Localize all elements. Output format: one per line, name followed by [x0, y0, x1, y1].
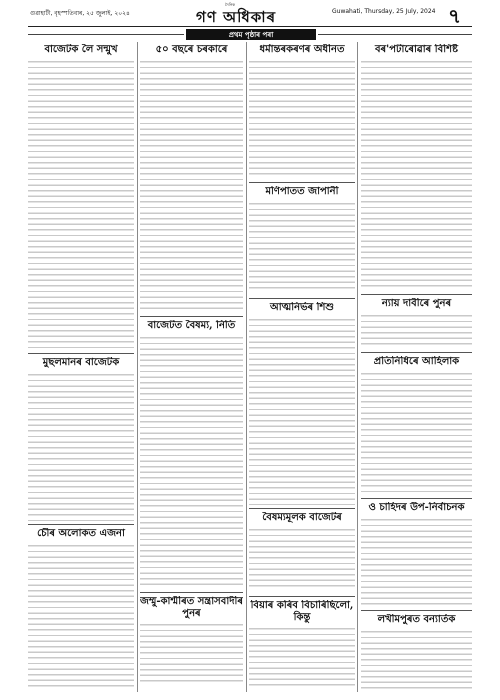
- newspaper-logo: গণ অধিকাৰ: [196, 8, 277, 26]
- column-divider: [246, 42, 247, 692]
- article-divider: [249, 182, 355, 183]
- column-divider: [357, 42, 358, 692]
- article-body: [28, 372, 134, 522]
- section-rule-right: [318, 34, 472, 35]
- article-headline: লখীমপুৰত বন্যাৰ্তক: [377, 614, 456, 625]
- article-divider: [28, 353, 134, 354]
- article-headline: ন্যায় দাবীৰে পুনৰ: [381, 298, 452, 309]
- article-body: [140, 335, 243, 589]
- article: [140, 44, 243, 314]
- section-rule-left: [28, 34, 184, 35]
- article: [249, 44, 355, 180]
- article: [249, 186, 355, 296]
- article-body: [28, 59, 134, 349]
- page-number: ৭: [448, 4, 462, 28]
- article-divider: [28, 524, 134, 525]
- column-divider: [137, 42, 138, 692]
- article-headline: প্ৰতিনিধিৰে আহিলাক: [373, 356, 460, 367]
- article-body: [249, 59, 355, 177]
- article-divider: [140, 592, 243, 593]
- article: [249, 302, 355, 508]
- article-divider: [361, 352, 472, 353]
- article-headline: বিয়াৰ কৰিব বিচাৰিছিলো, কিন্তু: [250, 600, 354, 623]
- article: [140, 596, 243, 694]
- article: [361, 502, 472, 608]
- article-headline: চৌৰ অলোকত এজনা: [37, 528, 125, 539]
- article-headline: জম্মু-কাশ্মীৰত সন্ত্ৰাসবাদীৰ পুনৰ: [140, 596, 243, 619]
- article-body: [361, 371, 472, 493]
- article-body: [361, 313, 472, 347]
- article-headline: আত্মনিৰ্ভৰ শিশু: [269, 302, 335, 313]
- article-headline: বৰ'পটাৰোৱাৰ বিশিষ্ট: [374, 44, 458, 55]
- masthead-rule: [28, 26, 472, 27]
- article-headline: ৫০ বছৰে চৰকাৰে: [155, 44, 228, 55]
- article-divider: [140, 316, 243, 317]
- article-headline: মণিপাতত জাপানী: [265, 186, 339, 197]
- article-headline: মুছলমানৰ বাজেটক: [42, 357, 120, 368]
- article-body: [249, 527, 355, 591]
- article: [140, 320, 243, 592]
- article-divider: [249, 508, 355, 509]
- article-headline: বাজেটক লৈ সন্মুখ: [44, 44, 118, 55]
- section-label: প্ৰথম পৃষ্ঠাৰ পৰা: [186, 29, 316, 40]
- article-body: [361, 517, 472, 605]
- article: [361, 614, 472, 694]
- article-body: [28, 543, 134, 691]
- article-body: [249, 317, 355, 505]
- article-divider: [361, 498, 472, 499]
- article-headline: ধৰ্মান্তৰকৰণৰ অধীনত: [259, 44, 345, 55]
- article: [361, 298, 472, 350]
- brand-tagline: দৈনিক: [225, 2, 236, 7]
- article-divider: [361, 610, 472, 611]
- article-body: [361, 629, 472, 691]
- article: [361, 356, 472, 496]
- article-body: [249, 201, 355, 291]
- article-headline: ও চাহিদৰ উপ-নিৰ্বাচনক: [368, 502, 465, 513]
- article-body: [249, 626, 355, 688]
- article: [28, 357, 134, 523]
- article-body: [140, 59, 243, 311]
- article-headline: বৈষম্যমূলক বাজেটৰ: [262, 512, 342, 523]
- article: [28, 44, 134, 350]
- masthead: [0, 0, 500, 28]
- article: [249, 600, 355, 694]
- date-assamese: গুৱাহাটী, বৃহস্পতিবাৰ, ২৫ জুলাই, ২০২৪: [30, 10, 130, 17]
- article-divider: [249, 298, 355, 299]
- article-body: [361, 59, 472, 289]
- date-english: Guwahati, Thursday, 25 July, 2024: [332, 8, 436, 15]
- article-divider: [361, 294, 472, 295]
- article: [361, 44, 472, 292]
- article-body: [140, 622, 243, 684]
- article-headline: বাজেটত বৈষম্য, নিতি: [147, 320, 236, 331]
- article: [28, 528, 134, 694]
- article-divider: [249, 596, 355, 597]
- article: [249, 512, 355, 594]
